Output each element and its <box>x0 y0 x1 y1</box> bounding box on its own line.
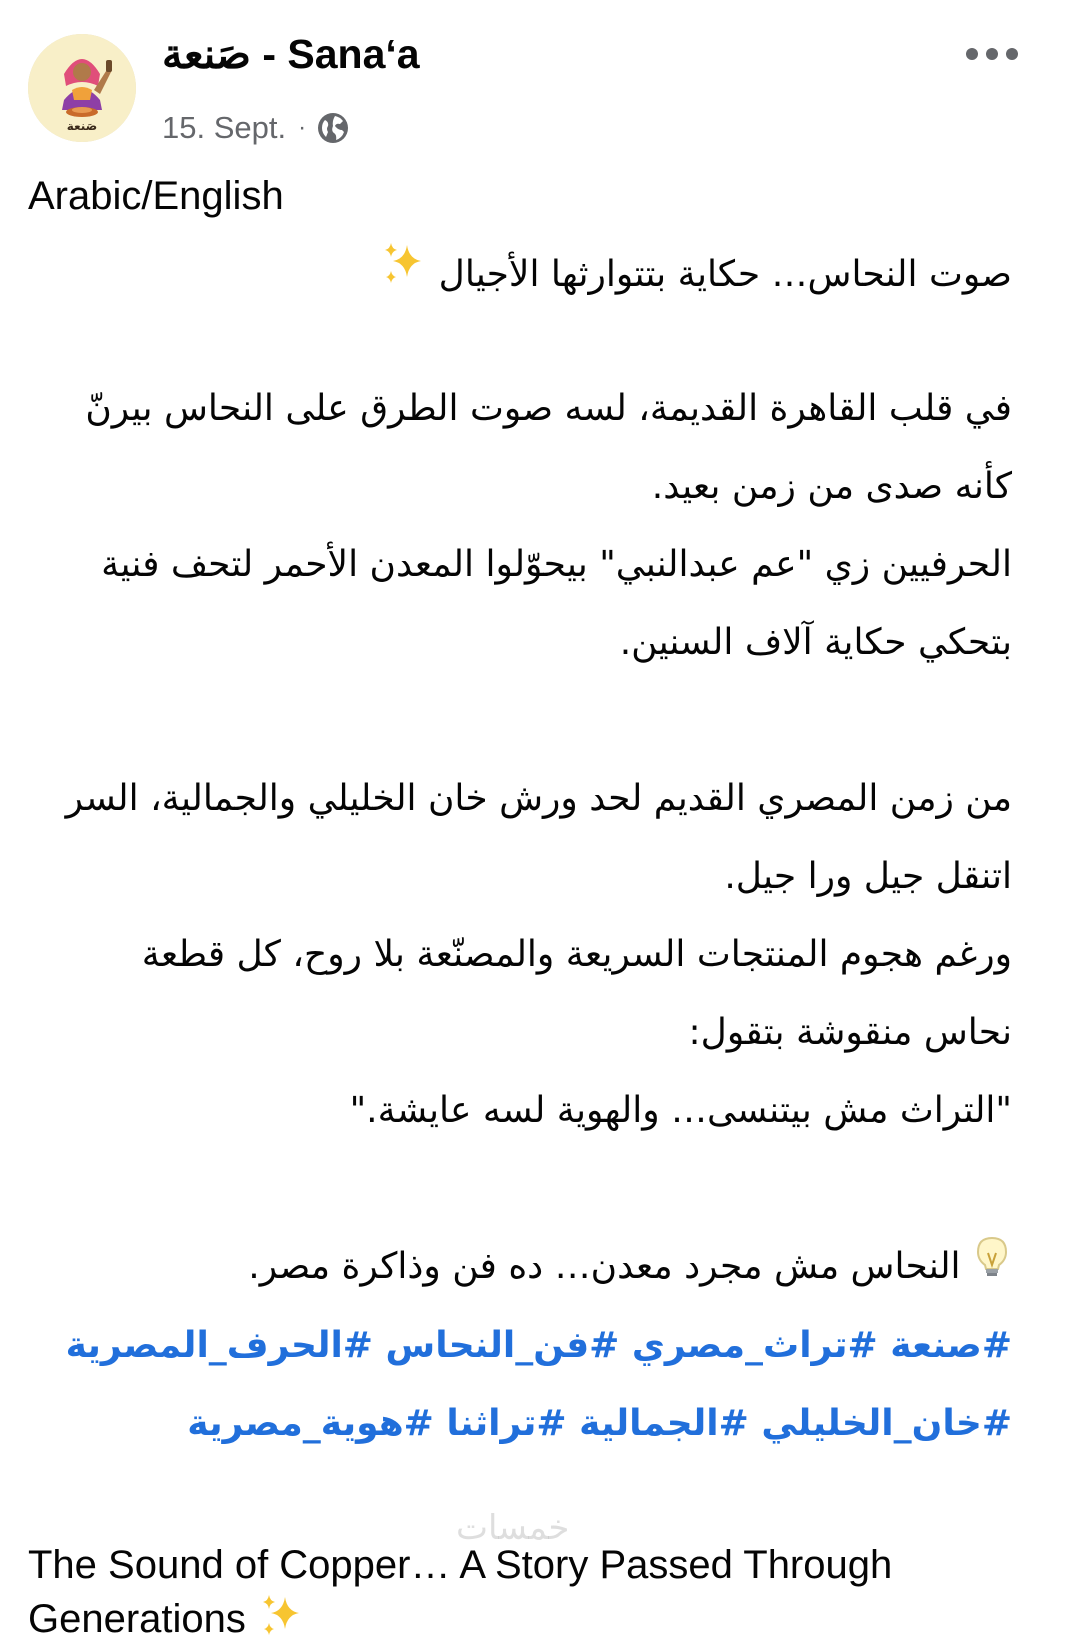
ar-para2-line3: ورغم هجوم المنتجات السريعة والمصنّعة بلا روح، كل قطعة <box>141 934 1012 975</box>
post-header <box>0 0 1074 170</box>
ar-para1-line2: كأنه صدى من زمن بعيد. <box>651 466 1012 507</box>
language-note: Arabic/English <box>28 174 284 218</box>
ar-para1-line3: الحرفيين زي "عم عبدالنبي" بيحوّلوا المعدن الأحمر لتحف فنية <box>101 544 1012 585</box>
globe-icon[interactable] <box>316 111 350 145</box>
more-dot <box>966 48 978 60</box>
hashtag-link[interactable]: #تراث_مصري <box>631 1325 878 1366</box>
post-meta <box>162 104 350 152</box>
page-name[interactable]: صَنعة - Sana‘a <box>162 31 420 77</box>
spacer <box>28 682 1012 760</box>
post-date[interactable]: 15. Sept. <box>162 110 287 145</box>
ar-title: صوت النحاس… حكاية بتتوارثها الأجيال <box>438 254 1012 295</box>
more-options-button[interactable] <box>954 30 1030 78</box>
spacer <box>28 315 1012 370</box>
hashtag-link[interactable]: #صنعة <box>890 1325 1012 1366</box>
post-body <box>28 170 1012 1652</box>
avatar-label: صَنعة <box>66 119 98 133</box>
sparkles-icon <box>257 1591 305 1652</box>
ar-para1-line1: في قلب القاهرة القديمة، لسه صوت الطرق على النحاس بيرنّ <box>85 388 1012 429</box>
hashtag-link[interactable]: #فن_النحاس <box>385 1325 620 1366</box>
en-title-line-2 <box>28 1591 1012 1652</box>
ar-para1-line4: بتحكي حكاية آلاف السنين. <box>619 622 1012 663</box>
watermark: خمسات <box>456 1508 570 1548</box>
ar-para2-line2: اتنقل جيل ورا جيل. <box>724 856 1012 897</box>
en-title-line-1: The Sound of Copper… A Story Passed Through <box>28 1543 893 1587</box>
hashtag-link[interactable]: #خان_الخليلي <box>761 1403 1012 1444</box>
spacer <box>28 1463 1012 1539</box>
ar-title-line <box>28 236 1012 315</box>
sparkles-icon <box>379 237 427 315</box>
hashtag-link[interactable]: #تراثنا <box>446 1403 567 1444</box>
hashtags-line-2 <box>28 1385 1012 1463</box>
hashtag-link[interactable]: #هوية_مصرية <box>187 1403 434 1444</box>
more-dot <box>986 48 998 60</box>
ar-para2-line5: "التراث مش بيتنسى… والهوية لسه عايشة." <box>349 1090 1012 1131</box>
spacer <box>28 1150 1012 1228</box>
ar-idea-line <box>28 1228 1012 1307</box>
hashtag-link[interactable]: #الجمالية <box>579 1403 749 1444</box>
ar-para2-line4: نحاس منقوشة بتقول: <box>688 1012 1012 1053</box>
hashtag-link[interactable]: #الحرف_المصرية <box>65 1325 373 1366</box>
en-title-continued: Generations <box>28 1597 246 1642</box>
ar-idea: النحاس مش مجرد معدن… ده فن وذاكرة مصر. <box>248 1246 961 1287</box>
more-dot <box>1006 48 1018 60</box>
ar-para2-line1: من زمن المصري القديم لحد ورش خان الخليلي والجمالية، السر <box>65 778 1012 819</box>
light-bulb-icon <box>972 1229 1012 1307</box>
avatar-illustration <box>28 34 136 142</box>
hashtags-line-1 <box>28 1307 1012 1385</box>
page-avatar[interactable] <box>28 34 136 142</box>
meta-separator: · <box>298 114 307 141</box>
